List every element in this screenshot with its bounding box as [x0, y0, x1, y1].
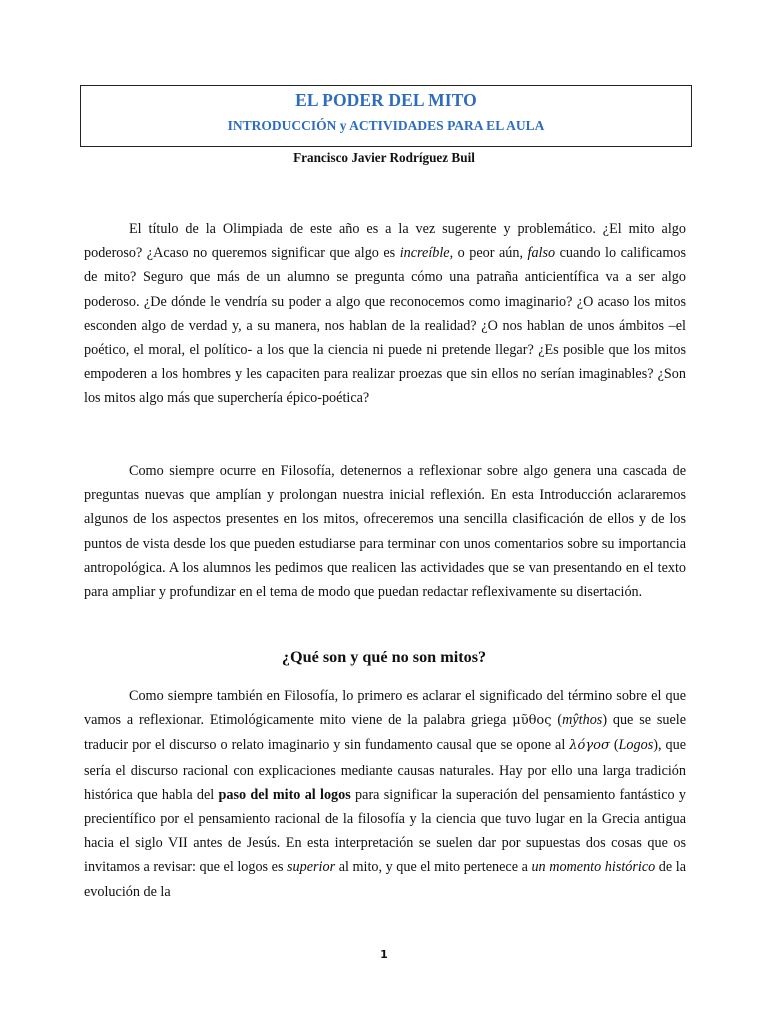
paragraph-1-text-a: El título de la Olimpiada de este año es a la vez sugerente y problemático. ¿El mito algo poderoso? ¿Acaso no queremos significar que algo es	[84, 221, 686, 262]
section-heading: ¿Qué son y qué no son mitos?	[281, 648, 487, 666]
paragraph-3-text-b: (	[551, 712, 563, 729]
paragraph-1-text-b: , o peor aún,	[449, 245, 528, 262]
page-number: 1	[380, 948, 388, 961]
italic-mythos: mŷthos	[562, 712, 603, 729]
greek-word-mythos: μῦθος	[512, 713, 552, 729]
paragraph-3-text-f: para significar la superación del pensamiento fantástico y precientífico por el pensamiento racional de la filosofía y la ciencia que tuvo lugar en la Grecia antigua hacia el siglo VII antes de Jesús. En esta interpretación se suelen dar por supuestas dos cosas que os invitamos a revisar: que el logos es	[84, 786, 686, 876]
greek-word-logos: λόγοσ	[569, 738, 610, 754]
italic-superior: superior	[287, 859, 336, 876]
paragraph-3-text-e: ), que sería el discurso racional con explicaciones mediante causas naturales. Hay por ello una larga tradición histórica que habla del	[84, 737, 686, 803]
paragraph-3-text-d: (	[609, 737, 619, 754]
italic-falso: falso	[527, 245, 556, 262]
paragraph-3	[84, 684, 686, 904]
paragraph-1-text-c: cuando lo calificamos de mito? Seguro que más de un alumno se pregunta cómo una patraña anticientífica va a ser algo poderoso. ¿De dónde le vendría su poder a algo que reconocemos como imaginario? ¿O acaso los mitos esconden algo de verdad y, a su manera, nos hablan de la realidad? ¿O nos hablan de unos ámbitos –el poético, el moral, el político- a los que la ciencia ni puede ni pretende llegar? ¿Es posible que los mitos empoderen a los hombres y les capaciten para realizar proezas que sin ellos no serían imaginables? ¿Son los mitos algo más que superchería épico-poética?	[84, 245, 686, 407]
bold-paso-del-mito: paso del mito al logos	[218, 786, 351, 803]
paragraph-3-text-h: de la evolución de la	[84, 859, 686, 900]
paragraph-2: Como siempre ocurre en Filosofía, detenernos a reflexionar sobre algo genera una cascada de preguntas nuevas que amplían y prolongan nuestra inicial reflexión. En esta Introducción aclararemos algunos de los aspectos presentes en los mitos, ofreceremos una sencilla clasificación de ellos y de los puntos de vista desde los que pueden estudiarse para terminar con unos comentarios sobre su importancia antropológica. A los alumnos les pedimos que realicen las actividades que se van presentando en el texto para ampliar y profundizar en el tema de modo que puedan redactar reflexivamente su disertación.	[84, 463, 686, 601]
document-title: EL PODER DEL MITO	[295, 90, 477, 110]
italic-logos: Logos	[618, 737, 654, 754]
paragraph-3-text-a: Como siempre también en Filosofía, lo primero es aclarar el significado del término sobre el que vamos a reflexionar. Etimológicamente mito viene de la palabra griega	[84, 688, 686, 729]
document-subtitle: INTRODUCCIÓN y ACTIVIDADES PARA EL AULA	[227, 118, 545, 133]
paragraph-3-text-g: al mito, y que el mito pertenece a	[335, 859, 532, 876]
author-name: Francisco Javier Rodríguez Buil	[293, 150, 475, 165]
italic-momento-historico: un momento histórico	[531, 859, 656, 876]
paragraph-3-text-c: ) que se suele traducir por el discurso o relato imaginario y sin fundamento causal que se opone al	[84, 712, 686, 754]
title-box	[80, 85, 692, 147]
paragraph-1	[84, 217, 686, 411]
italic-increible: increíble	[399, 245, 450, 262]
